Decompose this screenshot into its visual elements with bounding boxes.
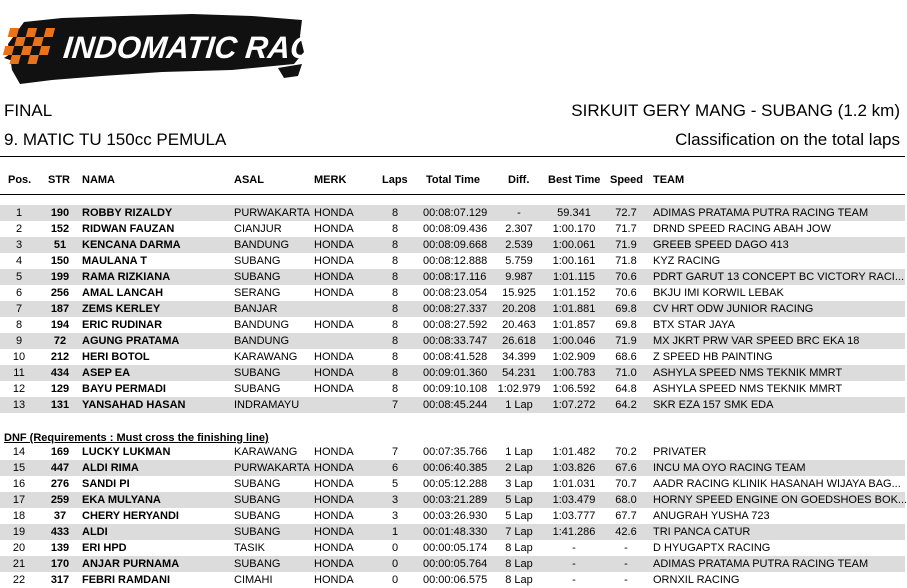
cell-merk: HONDA bbox=[314, 207, 354, 219]
cell-asal: SUBANG bbox=[234, 510, 281, 522]
cell-best: 1:02.909 bbox=[552, 351, 596, 363]
table-row bbox=[0, 333, 905, 349]
cell-best: 1:00.061 bbox=[552, 239, 596, 251]
cell-asal: PURWAKARTA bbox=[234, 462, 310, 474]
table-row bbox=[0, 492, 905, 508]
cell-total: 00:07:35.766 bbox=[423, 446, 488, 458]
cell-str: 433 bbox=[50, 526, 70, 538]
cell-merk: HONDA bbox=[314, 510, 354, 522]
cell-nama: BAYU PERMADI bbox=[82, 383, 166, 395]
cell-str: 212 bbox=[50, 351, 70, 363]
cell-pos: 7 bbox=[15, 303, 23, 315]
cell-diff: 2 Lap bbox=[505, 462, 533, 474]
cell-best: 1:07.272 bbox=[552, 399, 596, 411]
col-best-time: Best Time bbox=[548, 174, 601, 186]
cell-asal: KARAWANG bbox=[234, 446, 298, 458]
cell-pos: 19 bbox=[12, 526, 26, 538]
cell-str: 434 bbox=[50, 367, 70, 379]
col-merk: MERK bbox=[314, 174, 347, 186]
cell-nama: ROBBY RIZALDY bbox=[82, 207, 173, 219]
cell-laps: 8 bbox=[391, 367, 399, 379]
cell-team: ANUGRAH YUSHA 723 bbox=[653, 510, 770, 522]
cell-laps: 8 bbox=[391, 207, 399, 219]
cell-speed: 42.6 bbox=[615, 526, 637, 538]
cell-nama: ANJAR PURNAMA bbox=[82, 558, 180, 570]
cell-merk: HONDA bbox=[314, 239, 354, 251]
cell-str: 150 bbox=[50, 255, 70, 267]
col-speed: Speed bbox=[610, 174, 644, 186]
cell-str: 194 bbox=[50, 319, 70, 331]
cell-team: ASHYLA SPEED NMS TEKNIK MMRT bbox=[653, 383, 843, 395]
cell-pos: 8 bbox=[15, 319, 23, 331]
cell-asal: KARAWANG bbox=[234, 351, 298, 363]
col-nama: NAMA bbox=[82, 174, 115, 186]
cell-nama: LUCKY LUKMAN bbox=[82, 446, 171, 458]
cell-total: 00:00:05.174 bbox=[423, 542, 488, 554]
cell-speed: 70.6 bbox=[615, 287, 637, 299]
cell-diff: 9.987 bbox=[505, 271, 533, 283]
cell-str: 139 bbox=[50, 542, 70, 554]
cell-team: CV HRT ODW JUNIOR RACING bbox=[653, 303, 814, 315]
cell-best: - bbox=[572, 558, 576, 570]
cell-nama: FEBRI RAMDANI bbox=[82, 574, 170, 586]
cell-str: 256 bbox=[50, 287, 70, 299]
cell-str: 259 bbox=[50, 494, 70, 506]
cell-nama: AMAL LANCAH bbox=[82, 287, 164, 299]
cell-merk: HONDA bbox=[314, 367, 354, 379]
cell-laps: 0 bbox=[391, 574, 399, 586]
cell-best: 1:03.479 bbox=[552, 494, 596, 506]
cell-asal: INDRAMAYU bbox=[234, 399, 300, 411]
cell-pos: 4 bbox=[15, 255, 23, 267]
cell-laps: 7 bbox=[391, 399, 399, 411]
cell-best: 1:06.592 bbox=[552, 383, 596, 395]
cell-nama: ALDI RIMA bbox=[82, 462, 139, 474]
table-row bbox=[0, 381, 905, 397]
cell-str: 169 bbox=[50, 446, 70, 458]
cell-asal: SUBANG bbox=[234, 367, 281, 379]
cell-laps: 8 bbox=[391, 351, 399, 363]
cell-team: PDRT GARUT 13 CONCEPT BC VICTORY RACI... bbox=[653, 271, 905, 283]
indomatic-race-logo bbox=[2, 6, 336, 86]
cell-asal: SUBANG bbox=[234, 478, 281, 490]
cell-pos: 11 bbox=[13, 367, 25, 379]
cell-total: 00:06:40.385 bbox=[423, 462, 488, 474]
cell-speed: - bbox=[624, 574, 628, 586]
cell-diff: 54.231 bbox=[502, 367, 536, 379]
cell-pos: 6 bbox=[15, 287, 23, 299]
cell-speed: 71.9 bbox=[615, 335, 637, 347]
cell-speed: 72.7 bbox=[615, 207, 637, 219]
cell-total: 00:03:26.930 bbox=[423, 510, 488, 522]
cell-diff: 34.399 bbox=[502, 351, 536, 363]
cell-laps: 8 bbox=[391, 271, 399, 283]
cell-diff: - bbox=[517, 207, 521, 219]
cell-pos: 3 bbox=[15, 239, 23, 251]
cell-laps: 0 bbox=[391, 542, 399, 554]
cell-nama: ASEP EA bbox=[82, 367, 131, 379]
cell-best: 1:41.286 bbox=[552, 526, 596, 538]
cell-laps: 8 bbox=[391, 319, 399, 331]
cell-merk: HONDA bbox=[314, 526, 354, 538]
cell-merk: HONDA bbox=[314, 287, 354, 299]
cell-asal: SUBANG bbox=[234, 271, 281, 283]
cell-total: 00:08:07.129 bbox=[423, 207, 488, 219]
cell-diff: 8 Lap bbox=[505, 542, 533, 554]
cell-total: 00:08:41.528 bbox=[423, 351, 488, 363]
cell-speed: 68.6 bbox=[615, 351, 637, 363]
cell-nama: CHERY HERYANDI bbox=[82, 510, 179, 522]
cell-speed: 67.7 bbox=[615, 510, 637, 522]
table-row bbox=[0, 349, 905, 365]
cell-diff: 7 Lap bbox=[505, 526, 533, 538]
cell-str: 276 bbox=[50, 478, 70, 490]
cell-pos: 12 bbox=[12, 383, 26, 395]
table-row bbox=[0, 317, 905, 333]
cell-asal: SUBANG bbox=[234, 558, 281, 570]
cell-team: ASHYLA SPEED NMS TEKNIK MMRT bbox=[653, 367, 843, 379]
cell-asal: SUBANG bbox=[234, 255, 281, 267]
cell-team: MX JKRT PRW VAR SPEED BRC EKA 18 bbox=[653, 335, 860, 347]
cell-total: 00:01:48.330 bbox=[423, 526, 488, 538]
cell-laps: 8 bbox=[391, 239, 399, 251]
cell-str: 187 bbox=[50, 303, 70, 315]
cell-nama: ZEMS KERLEY bbox=[82, 303, 161, 315]
cell-speed: 67.6 bbox=[615, 462, 637, 474]
header-divider bbox=[0, 156, 905, 157]
cell-asal: BANDUNG bbox=[234, 239, 290, 251]
cell-asal: CIMAHI bbox=[234, 574, 273, 586]
cell-diff: 20.463 bbox=[502, 319, 536, 331]
cell-asal: PURWAKARTA bbox=[234, 207, 310, 219]
cell-speed: 69.8 bbox=[615, 319, 637, 331]
cell-best: 1:01.857 bbox=[552, 319, 596, 331]
table-row bbox=[0, 524, 905, 540]
cell-merk: HONDA bbox=[314, 574, 354, 586]
cell-team: ORNXIL RACING bbox=[653, 574, 740, 586]
svg-text:INDOMATIC RACE: INDOMATIC RACE bbox=[61, 30, 336, 65]
cell-speed: 71.9 bbox=[615, 239, 637, 251]
cell-diff: 1 Lap bbox=[505, 399, 533, 411]
cell-team: KYZ RACING bbox=[653, 255, 721, 267]
cell-diff: 15.925 bbox=[502, 287, 536, 299]
cell-team: INCU MA OYO RACING TEAM bbox=[653, 462, 806, 474]
cell-total: 00:08:12.888 bbox=[423, 255, 488, 267]
cell-str: 199 bbox=[50, 271, 70, 283]
cell-speed: 64.8 bbox=[615, 383, 637, 395]
cell-pos: 9 bbox=[15, 335, 23, 347]
cell-pos: 13 bbox=[12, 399, 26, 411]
col-diff: Diff. bbox=[508, 174, 530, 186]
cell-diff: 5 Lap bbox=[505, 494, 533, 506]
cell-laps: 0 bbox=[391, 558, 399, 570]
cell-total: 00:03:21.289 bbox=[423, 494, 488, 506]
cell-diff: 26.618 bbox=[502, 335, 536, 347]
cell-asal: BANDUNG bbox=[234, 319, 290, 331]
col-pos: Pos. bbox=[8, 174, 32, 186]
cell-pos: 16 bbox=[12, 478, 26, 490]
cell-team: DRND SPEED RACING ABAH JOW bbox=[653, 223, 831, 235]
table-row bbox=[0, 476, 905, 492]
cell-best: 1:00.170 bbox=[552, 223, 596, 235]
cell-speed: 70.7 bbox=[615, 478, 637, 490]
cell-team: GREEB SPEED DAGO 413 bbox=[653, 239, 789, 251]
table-row bbox=[0, 556, 905, 572]
cell-nama: KENCANA DARMA bbox=[82, 239, 181, 251]
cell-team: AADR RACING KLINIK HASANAH WIJAYA BAG... bbox=[653, 478, 901, 490]
table-row bbox=[0, 460, 905, 476]
cell-laps: 8 bbox=[391, 223, 399, 235]
col-team: TEAM bbox=[653, 174, 685, 186]
column-divider bbox=[0, 194, 905, 195]
table-row bbox=[0, 285, 905, 301]
cell-asal: SUBANG bbox=[234, 526, 281, 538]
cell-speed: 64.2 bbox=[615, 399, 637, 411]
cell-total: 00:08:33.747 bbox=[423, 335, 488, 347]
cell-best: 1:01.482 bbox=[552, 446, 596, 458]
cell-team: BKJU IMI KORWIL LEBAK bbox=[653, 287, 784, 299]
cell-str: 317 bbox=[50, 574, 70, 586]
cell-speed: 71.7 bbox=[615, 223, 637, 235]
cell-pos: 1 bbox=[15, 207, 23, 219]
cell-asal: CIANJUR bbox=[234, 223, 282, 235]
cell-nama: MAULANA T bbox=[82, 255, 147, 267]
cell-diff: 2.539 bbox=[505, 239, 533, 251]
cell-diff: 3 Lap bbox=[505, 478, 533, 490]
cell-laps: 8 bbox=[391, 383, 399, 395]
cell-total: 00:08:27.592 bbox=[423, 319, 488, 331]
table-row bbox=[0, 397, 905, 413]
cell-total: 00:08:27.337 bbox=[423, 303, 488, 315]
cell-speed: 69.8 bbox=[615, 303, 637, 315]
cell-best: 1:03.826 bbox=[552, 462, 596, 474]
cell-total: 00:09:10.108 bbox=[423, 383, 488, 395]
classification-label: Classification on the total laps bbox=[675, 130, 900, 149]
cell-pos: 17 bbox=[12, 494, 26, 506]
cell-pos: 15 bbox=[12, 462, 26, 474]
cell-pos: 14 bbox=[12, 446, 26, 458]
cell-laps: 7 bbox=[391, 446, 399, 458]
cell-team: ADIMAS PRATAMA PUTRA RACING TEAM bbox=[653, 558, 869, 570]
cell-team: TRI PANCA CATUR bbox=[653, 526, 751, 538]
cell-speed: 70.2 bbox=[615, 446, 637, 458]
cell-merk: HONDA bbox=[314, 478, 354, 490]
cell-laps: 8 bbox=[391, 255, 399, 267]
class-name: 9. MATIC TU 150cc PEMULA bbox=[4, 130, 227, 149]
cell-speed: 71.8 bbox=[615, 255, 637, 267]
cell-diff: 1:02.979 bbox=[497, 383, 541, 395]
cell-str: 447 bbox=[50, 462, 70, 474]
cell-pos: 20 bbox=[12, 542, 26, 554]
cell-str: 170 bbox=[50, 558, 70, 570]
cell-total: 00:00:06.575 bbox=[423, 574, 488, 586]
cell-speed: - bbox=[624, 558, 628, 570]
table-row bbox=[0, 237, 905, 253]
cell-best: 1:00.161 bbox=[552, 255, 596, 267]
table-row bbox=[0, 301, 905, 317]
table-row bbox=[0, 572, 905, 588]
cell-team: PRIVATER bbox=[653, 446, 707, 458]
cell-total: 00:08:23.054 bbox=[423, 287, 488, 299]
cell-str: 190 bbox=[50, 207, 70, 219]
cell-total: 00:09:01.360 bbox=[423, 367, 488, 379]
cell-pos: 2 bbox=[15, 223, 23, 235]
cell-asal: TASIK bbox=[234, 542, 265, 554]
cell-str: 51 bbox=[53, 239, 67, 251]
cell-best: - bbox=[572, 542, 576, 554]
cell-nama: YANSAHAD HASAN bbox=[82, 399, 186, 411]
cell-str: 152 bbox=[50, 223, 70, 235]
col-total-time: Total Time bbox=[426, 174, 480, 186]
cell-str: 129 bbox=[50, 383, 70, 395]
cell-speed: - bbox=[624, 542, 628, 554]
cell-nama: RIDWAN FAUZAN bbox=[82, 223, 175, 235]
cell-str: 72 bbox=[53, 335, 67, 347]
cell-nama: RAMA RIZKIANA bbox=[82, 271, 171, 283]
cell-merk: HONDA bbox=[314, 383, 354, 395]
cell-team: Z SPEED HB PAINTING bbox=[653, 351, 773, 363]
cell-str: 37 bbox=[53, 510, 67, 522]
cell-best: 1:01.152 bbox=[552, 287, 596, 299]
cell-pos: 18 bbox=[12, 510, 26, 522]
cell-best: 1:01.881 bbox=[552, 303, 596, 315]
table-row bbox=[0, 269, 905, 285]
cell-laps: 5 bbox=[391, 478, 399, 490]
cell-best: 1:01.031 bbox=[552, 478, 596, 490]
cell-merk: HONDA bbox=[314, 271, 354, 283]
cell-nama: ALDI bbox=[82, 526, 108, 538]
cell-laps: 8 bbox=[391, 287, 399, 299]
cell-asal: SERANG bbox=[234, 287, 281, 299]
cell-laps: 3 bbox=[391, 510, 399, 522]
cell-team: HORNY SPEED ENGINE ON GOEDSHOES BOK... bbox=[653, 494, 907, 506]
cell-laps: 8 bbox=[391, 335, 399, 347]
cell-total: 00:08:17.116 bbox=[423, 271, 487, 283]
table-row bbox=[0, 253, 905, 269]
cell-merk: HONDA bbox=[314, 319, 354, 331]
cell-team: SKR EZA 157 SMK EDA bbox=[653, 399, 774, 411]
cell-speed: 71.0 bbox=[615, 367, 637, 379]
col-str: STR bbox=[48, 174, 70, 186]
cell-nama: ERIC RUDINAR bbox=[82, 319, 163, 331]
cell-asal: BANDUNG bbox=[234, 335, 290, 347]
cell-nama: HERI BOTOL bbox=[82, 351, 150, 363]
cell-diff: 8 Lap bbox=[505, 558, 533, 570]
cell-str: 131 bbox=[50, 399, 70, 411]
cell-best: 1:03.777 bbox=[552, 510, 596, 522]
cell-best: 1:01.115 bbox=[552, 271, 595, 283]
table-row bbox=[0, 444, 905, 460]
table-row bbox=[0, 221, 905, 237]
table-row bbox=[0, 205, 905, 221]
dnf-section-title: DNF (Requirements : Must cross the finishing line) bbox=[4, 432, 269, 444]
cell-diff: 8 Lap bbox=[505, 574, 533, 586]
table-row bbox=[0, 540, 905, 556]
cell-total: 00:08:09.436 bbox=[423, 223, 488, 235]
cell-diff: 5 Lap bbox=[505, 510, 533, 522]
cell-nama: EKA MULYANA bbox=[82, 494, 161, 506]
cell-pos: 5 bbox=[15, 271, 23, 283]
cell-merk: HONDA bbox=[314, 494, 354, 506]
cell-team: D HYUGAPTX RACING bbox=[653, 542, 771, 554]
cell-total: 00:05:12.288 bbox=[423, 478, 488, 490]
cell-pos: 10 bbox=[12, 351, 26, 363]
cell-asal: SUBANG bbox=[234, 383, 281, 395]
table-row bbox=[0, 365, 905, 381]
cell-nama: ERI HPD bbox=[82, 542, 127, 554]
cell-team: ADIMAS PRATAMA PUTRA RACING TEAM bbox=[653, 207, 869, 219]
cell-total: 00:08:45.244 bbox=[423, 399, 488, 411]
cell-diff: 20.208 bbox=[502, 303, 536, 315]
cell-asal: BANJAR bbox=[234, 303, 278, 315]
col-laps: Laps bbox=[382, 174, 408, 186]
cell-laps: 8 bbox=[391, 303, 399, 315]
cell-merk: HONDA bbox=[314, 223, 354, 235]
cell-laps: 6 bbox=[391, 462, 399, 474]
table-row bbox=[0, 508, 905, 524]
cell-nama: SANDI PI bbox=[82, 478, 130, 490]
cell-total: 00:08:09.668 bbox=[423, 239, 488, 251]
cell-speed: 68.0 bbox=[615, 494, 637, 506]
cell-asal: SUBANG bbox=[234, 494, 281, 506]
cell-pos: 21 bbox=[12, 558, 26, 570]
cell-laps: 1 bbox=[391, 526, 399, 538]
cell-diff: 1 Lap bbox=[505, 446, 533, 458]
cell-laps: 3 bbox=[391, 494, 399, 506]
cell-speed: 70.6 bbox=[615, 271, 637, 283]
cell-merk: HONDA bbox=[314, 558, 354, 570]
cell-best: 1:00.783 bbox=[552, 367, 596, 379]
cell-best: - bbox=[572, 574, 576, 586]
cell-total: 00:00:05.764 bbox=[423, 558, 488, 570]
cell-pos: 22 bbox=[12, 574, 26, 586]
circuit-label: SIRKUIT GERY MANG - SUBANG (1.2 km) bbox=[571, 101, 900, 120]
cell-diff: 2.307 bbox=[505, 223, 533, 235]
session-label: FINAL bbox=[4, 101, 53, 120]
col-asal: ASAL bbox=[234, 174, 264, 186]
cell-merk: HONDA bbox=[314, 351, 354, 363]
cell-merk: HONDA bbox=[314, 446, 354, 458]
cell-team: BTX STAR JAYA bbox=[653, 319, 735, 331]
cell-merk: HONDA bbox=[314, 255, 354, 267]
cell-best: 59.341 bbox=[557, 207, 591, 219]
cell-merk: HONDA bbox=[314, 542, 354, 554]
cell-best: 1:00.046 bbox=[552, 335, 596, 347]
cell-merk: HONDA bbox=[314, 462, 354, 474]
cell-diff: 5.759 bbox=[505, 255, 533, 267]
cell-nama: AGUNG PRATAMA bbox=[82, 335, 180, 347]
